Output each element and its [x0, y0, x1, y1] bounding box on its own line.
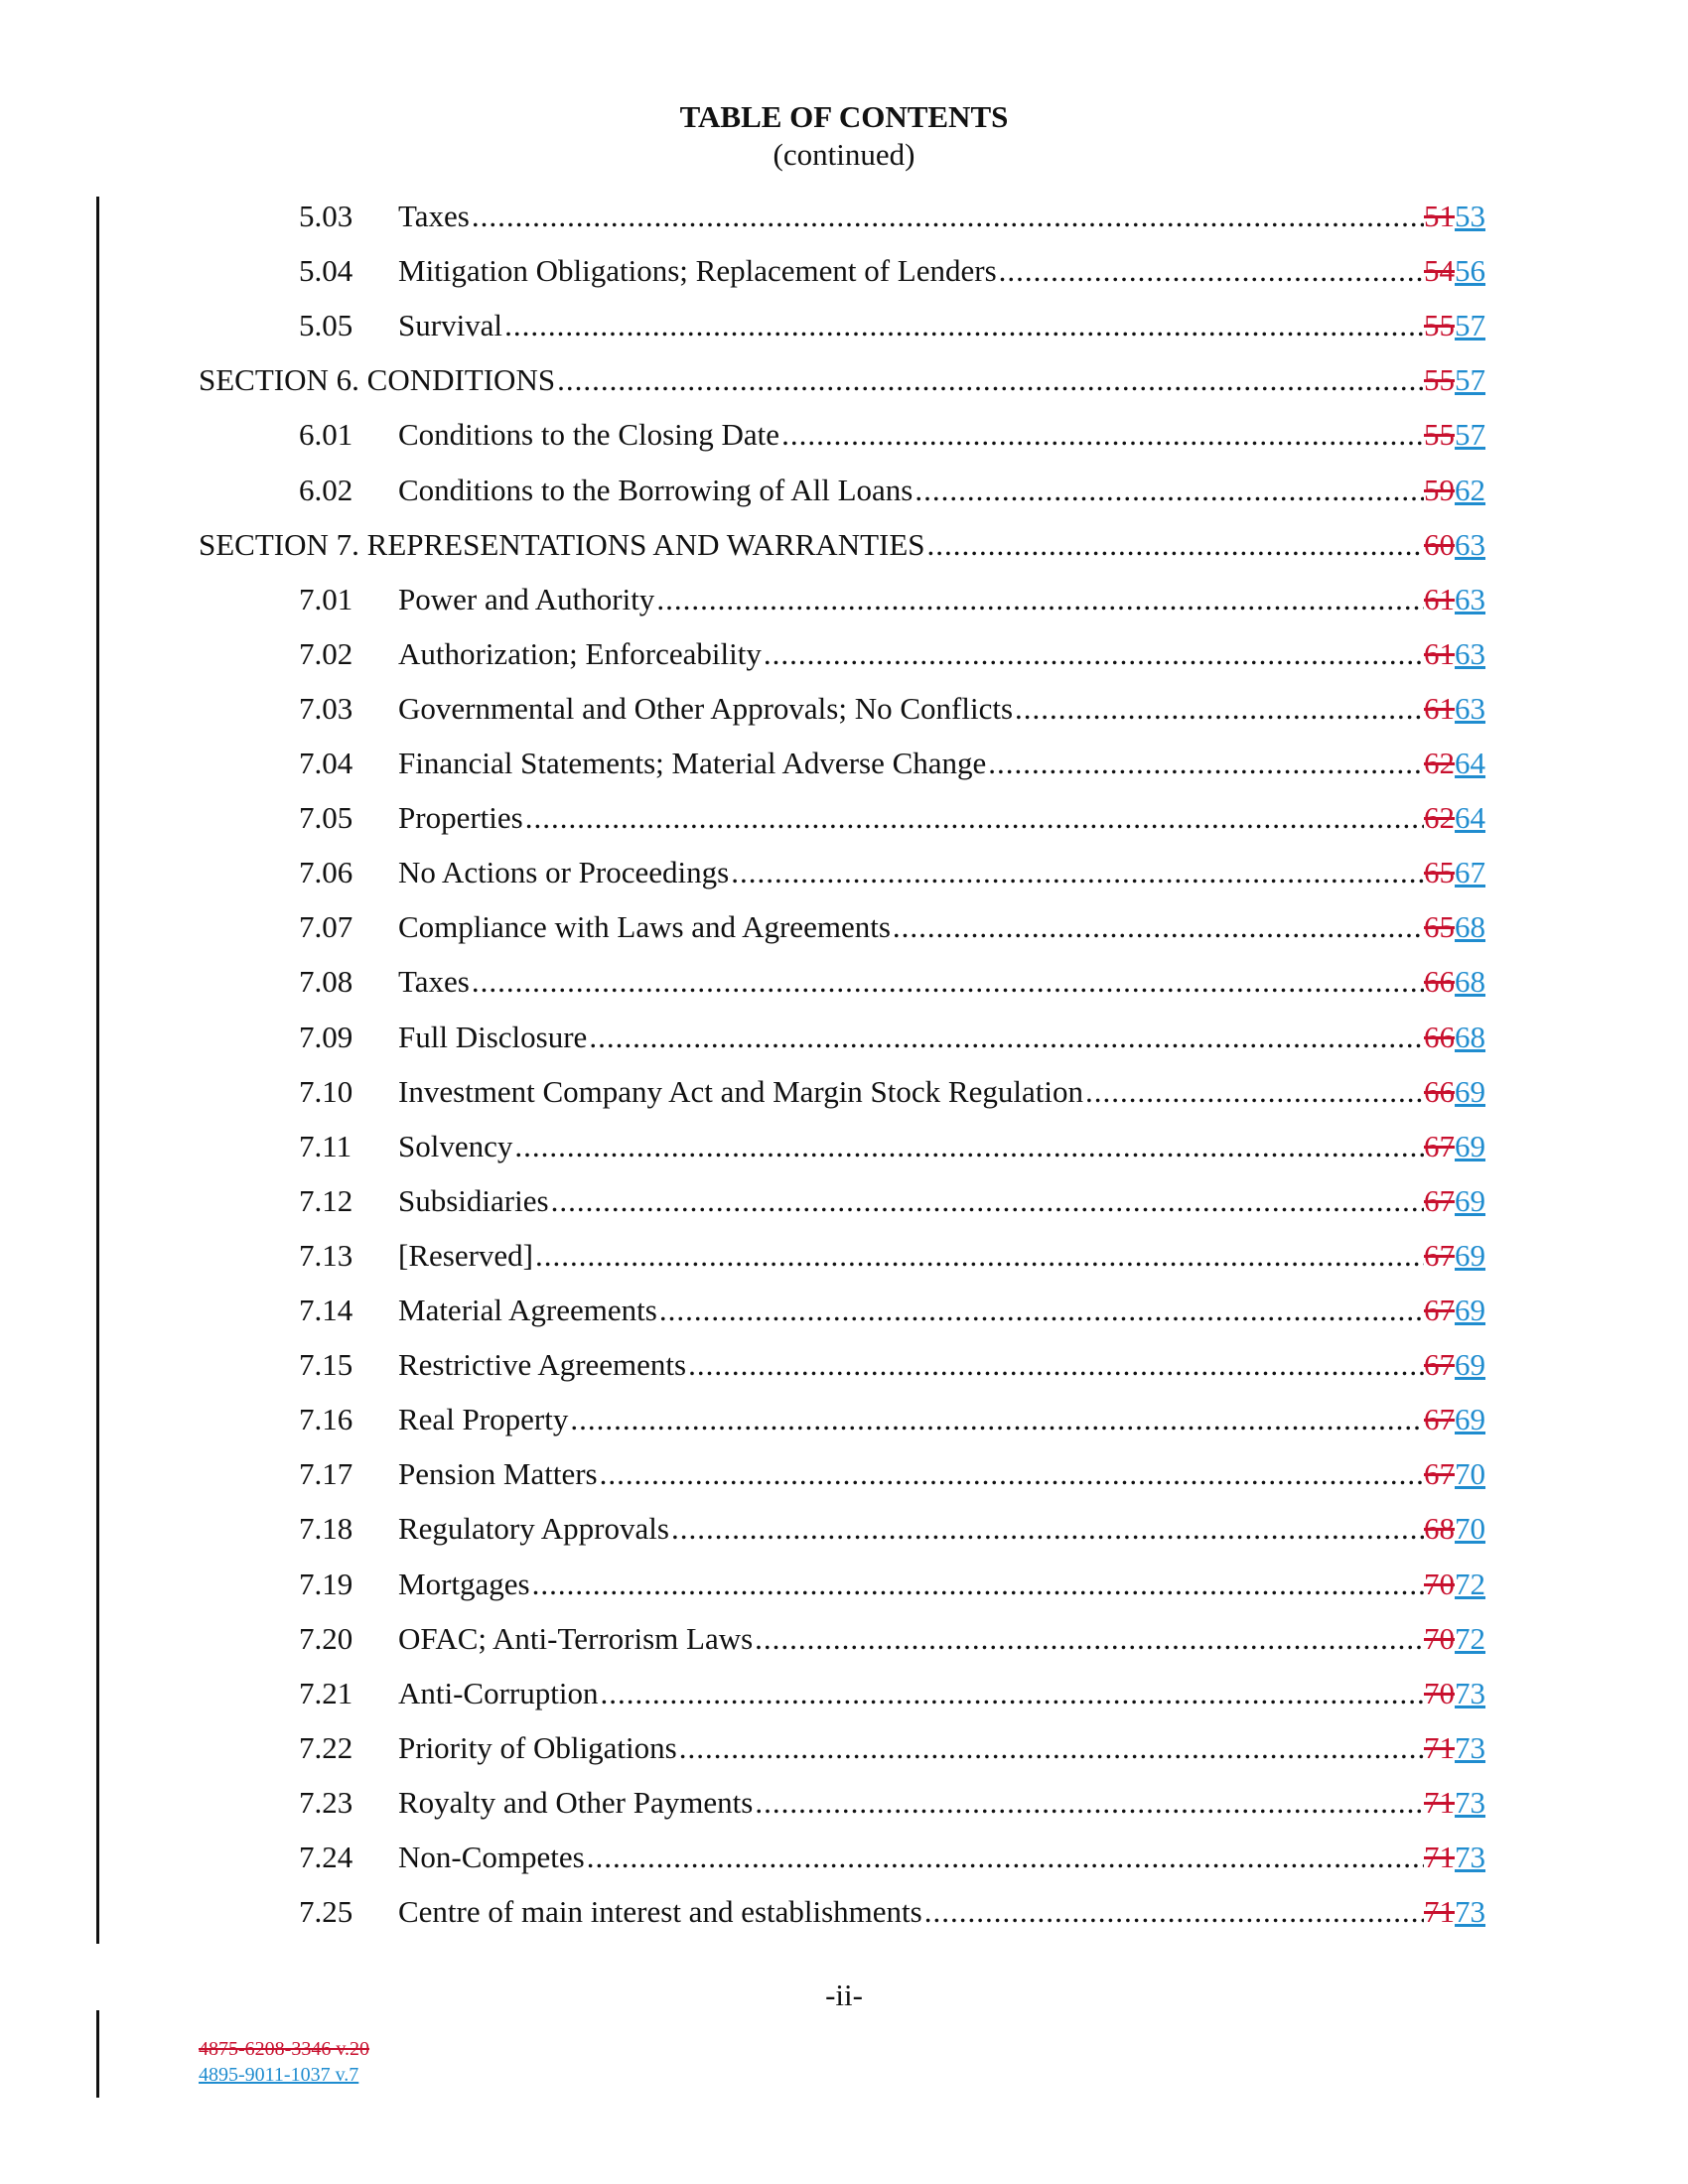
toc-entry-title: No Actions or Proceedings	[398, 855, 730, 890]
toc-page-ref	[1424, 1674, 1485, 1713]
dot-leader	[677, 1728, 1424, 1768]
toc-page-ref	[1424, 306, 1485, 345]
toc-entry-number: 7.12	[299, 1182, 353, 1218]
dot-leader	[753, 1619, 1424, 1659]
inserted-page-number[interactable]: 69	[1455, 1182, 1485, 1218]
toc-entry-number: 7.15	[299, 1347, 353, 1383]
toc-page-ref	[1424, 1181, 1485, 1221]
toc-entry[interactable]	[299, 634, 1485, 674]
toc-entry-number: 7.04	[299, 746, 353, 780]
dot-leader	[654, 580, 1424, 619]
toc-page-ref	[1424, 1892, 1485, 1932]
toc-page-ref	[1424, 1291, 1485, 1330]
dot-leader	[555, 360, 1424, 400]
inserted-page-number[interactable]: 73	[1455, 1729, 1485, 1765]
toc-page-ref	[1424, 471, 1485, 510]
toc-entry[interactable]	[299, 1565, 1485, 1604]
toc-entry-title: Mortgages	[398, 1566, 530, 1601]
dot-leader	[1083, 1072, 1424, 1112]
deleted-page-number: 55	[1424, 308, 1455, 343]
deleted-page-number: 67	[1424, 1456, 1455, 1492]
dot-leader	[470, 962, 1424, 1002]
toc-page-ref	[1424, 360, 1485, 400]
toc-entry[interactable]	[299, 853, 1485, 892]
toc-page-ref	[1424, 1018, 1485, 1057]
dot-leader	[729, 853, 1424, 892]
toc-entry-number: 6.02	[299, 472, 353, 507]
dot-leader	[686, 1345, 1424, 1385]
toc-page-ref	[1424, 580, 1485, 619]
toc-entry-number: 7.21	[299, 1675, 353, 1710]
toc-entry[interactable]	[299, 798, 1485, 838]
deleted-page-number: 67	[1424, 1402, 1455, 1437]
toc-page-ref	[1424, 907, 1485, 947]
deleted-page-number: 62	[1424, 800, 1455, 836]
deleted-page-number: 67	[1424, 1293, 1455, 1327]
toc-page-ref	[1424, 798, 1485, 838]
inserted-page-number[interactable]: 72	[1455, 1566, 1485, 1601]
toc-entry-number: 7.14	[299, 1293, 353, 1327]
inserted-page-number[interactable]: 69	[1455, 1402, 1485, 1437]
dot-leader	[913, 471, 1424, 510]
toc-entry-number: 7.01	[299, 581, 353, 616]
dot-leader	[533, 1236, 1424, 1276]
toc-entry-title: Restrictive Agreements	[398, 1347, 687, 1383]
inserted-page-number[interactable]: 69	[1455, 1073, 1485, 1109]
deleted-page-number: 70	[1424, 1675, 1455, 1710]
inserted-page-number[interactable]: 67	[1455, 855, 1485, 890]
dot-leader	[549, 1181, 1424, 1221]
toc-entry-title: Material Agreements	[398, 1293, 657, 1327]
inserted-page-number[interactable]: 73	[1455, 1894, 1485, 1930]
toc-entry-number: 5.03	[299, 199, 353, 233]
dot-leader	[753, 1783, 1424, 1823]
toc-entry[interactable]	[299, 1127, 1485, 1166]
toc-entry-title: Royalty and Other Payments	[398, 1784, 754, 1820]
toc-entry-title: Financial Statements; Material Adverse Change	[398, 746, 987, 780]
toc-page-ref	[1424, 251, 1485, 291]
dot-leader	[986, 744, 1424, 783]
dot-leader	[925, 525, 1424, 565]
dot-leader	[922, 1892, 1424, 1932]
toc-entry-title: Pension Matters	[398, 1456, 598, 1492]
toc-entry-number: 7.07	[299, 909, 353, 945]
toc-entry-number: 7.16	[299, 1402, 353, 1437]
toc-entry-number: 7.10	[299, 1073, 353, 1109]
toc-entry-number: 7.05	[299, 800, 353, 836]
toc-entry-title: Governmental and Other Approvals; No Conflicts	[398, 690, 1014, 726]
toc-entry-title: Priority of Obligations	[398, 1729, 677, 1765]
toc-entry[interactable]	[299, 1072, 1485, 1112]
toc-entry-title: Regulatory Approvals	[398, 1511, 669, 1547]
inserted-page-number[interactable]: 57	[1455, 417, 1485, 453]
toc-entry[interactable]	[299, 1783, 1485, 1823]
inserted-page-number[interactable]: 63	[1455, 526, 1485, 562]
toc-entry-number: 5.04	[299, 253, 353, 289]
deleted-page-number: 51	[1424, 199, 1455, 233]
deleted-page-number: 61	[1424, 635, 1455, 671]
deleted-page-number: 62	[1424, 746, 1455, 780]
toc-page-ref	[1424, 689, 1485, 729]
inserted-page-number[interactable]: 73	[1455, 1675, 1485, 1710]
dot-leader	[587, 1018, 1424, 1057]
inserted-page-number[interactable]: 68	[1455, 1019, 1485, 1054]
toc-entry-title: Taxes	[398, 199, 470, 233]
deleted-page-number: 68	[1424, 1511, 1455, 1547]
toc-entry[interactable]	[299, 1018, 1485, 1057]
toc-section-heading[interactable]	[199, 525, 1485, 565]
footer-change-bar	[96, 2010, 99, 2098]
toc-entry-title: SECTION 6. CONDITIONS	[199, 362, 556, 398]
toc-entry-number: 7.24	[299, 1840, 353, 1874]
toc-entry[interactable]	[299, 1236, 1485, 1276]
dot-leader	[598, 1454, 1424, 1494]
toc-entry[interactable]	[299, 1838, 1485, 1877]
inserted-page-number[interactable]: 53	[1455, 199, 1485, 233]
deleted-page-number: 66	[1424, 964, 1455, 1000]
toc-page-ref	[1424, 197, 1485, 236]
toc-entry[interactable]	[299, 1400, 1485, 1439]
toc-page-ref	[1424, 1728, 1485, 1768]
inserted-page-number[interactable]: 64	[1455, 800, 1485, 836]
dot-leader	[669, 1509, 1424, 1549]
toc-entry-number: 6.01	[299, 417, 353, 453]
toc-entry-number: 7.20	[299, 1620, 353, 1656]
toc-entry[interactable]	[299, 471, 1485, 510]
toc-entry-title: Subsidiaries	[398, 1182, 549, 1218]
dot-leader	[523, 798, 1424, 838]
toc-entry[interactable]	[299, 306, 1485, 345]
toc-entry-title: SECTION 7. REPRESENTATIONS AND WARRANTIES	[199, 526, 925, 562]
deleted-page-number: 55	[1424, 417, 1455, 453]
toc-entry[interactable]	[299, 1181, 1485, 1221]
inserted-page-number[interactable]: 70	[1455, 1511, 1485, 1547]
toc-page-ref	[1424, 1236, 1485, 1276]
toc-page-ref	[1424, 853, 1485, 892]
deleted-page-number: 71	[1424, 1894, 1455, 1930]
page-subtitle: (continued)	[773, 137, 915, 172]
page-title: TABLE OF CONTENTS	[679, 99, 1009, 134]
toc-entry[interactable]	[299, 251, 1485, 291]
toc-entry-title: Taxes	[398, 964, 470, 1000]
toc-page-ref	[1424, 1400, 1485, 1439]
toc-entry[interactable]	[299, 1291, 1485, 1330]
toc-entry-title: Real Property	[398, 1402, 569, 1437]
deleted-page-number: 65	[1424, 909, 1455, 945]
inserted-page-number[interactable]: 69	[1455, 1347, 1485, 1383]
toc-entry[interactable]	[299, 415, 1485, 455]
dot-leader	[530, 1565, 1424, 1604]
toc-entry-title: Centre of main interest and establishments	[398, 1894, 922, 1930]
toc-entry-title: Properties	[398, 800, 523, 836]
toc-entry-title: Conditions to the Closing Date	[398, 417, 780, 453]
toc-page-ref	[1424, 525, 1485, 565]
toc-entry-title: OFAC; Anti-Terrorism Laws	[398, 1620, 754, 1656]
toc-page-ref	[1424, 1072, 1485, 1112]
toc-page-ref	[1424, 1565, 1485, 1604]
inserted-page-number[interactable]: 69	[1455, 1237, 1485, 1273]
inserted-page-number[interactable]: 70	[1455, 1456, 1485, 1492]
toc-entry-title: Solvency	[398, 1128, 513, 1163]
dot-leader	[997, 251, 1424, 291]
dot-leader	[470, 197, 1424, 236]
toc-entry-title: Full Disclosure	[398, 1019, 588, 1054]
inserted-page-number[interactable]: 64	[1455, 746, 1485, 780]
deleted-page-number: 66	[1424, 1019, 1455, 1054]
toc-entry-number: 7.22	[299, 1729, 353, 1765]
toc-entry-title: Authorization; Enforceability	[398, 635, 762, 671]
deleted-page-number: 67	[1424, 1237, 1455, 1273]
inserted-page-number[interactable]: 73	[1455, 1840, 1485, 1874]
toc-entry[interactable]	[299, 907, 1485, 947]
toc-entry[interactable]	[299, 744, 1485, 783]
dot-leader	[502, 306, 1424, 345]
doc-id-inserted: 4895-9011-1037 v.7	[199, 2064, 359, 2086]
deleted-page-number: 67	[1424, 1182, 1455, 1218]
inserted-page-number[interactable]: 69	[1455, 1128, 1485, 1163]
toc-entry-title: Survival	[398, 308, 503, 343]
deleted-page-number: 61	[1424, 581, 1455, 616]
deleted-page-number: 67	[1424, 1128, 1455, 1163]
toc-page-ref	[1424, 1619, 1485, 1659]
toc-page-ref	[1424, 634, 1485, 674]
deleted-page-number: 60	[1424, 526, 1455, 562]
dot-leader	[891, 907, 1424, 947]
toc-entry[interactable]	[299, 1454, 1485, 1494]
inserted-page-number[interactable]: 57	[1455, 362, 1485, 398]
toc-entry-title: Investment Company Act and Margin Stock Regulation	[398, 1073, 1083, 1109]
dot-leader	[1013, 689, 1424, 729]
inserted-page-number[interactable]: 56	[1455, 253, 1485, 289]
toc-entry-number: 7.17	[299, 1456, 353, 1492]
toc-entry[interactable]	[299, 1892, 1485, 1932]
toc-entry[interactable]	[299, 962, 1485, 1002]
toc-page-ref	[1424, 1783, 1485, 1823]
toc-entry[interactable]	[299, 1619, 1485, 1659]
dot-leader	[762, 634, 1424, 674]
inserted-page-number[interactable]: 68	[1455, 909, 1485, 945]
toc-entry-title: [Reserved]	[398, 1237, 533, 1273]
toc-page-ref	[1424, 962, 1485, 1002]
toc-entry-number: 7.18	[299, 1511, 353, 1547]
inserted-page-number[interactable]: 57	[1455, 308, 1485, 343]
toc-entry[interactable]	[299, 580, 1485, 619]
deleted-page-number: 70	[1424, 1620, 1455, 1656]
toc-entry-number: 5.05	[299, 308, 353, 343]
toc-page-ref	[1424, 415, 1485, 455]
toc-entry-number: 7.11	[299, 1128, 352, 1163]
toc-page-ref	[1424, 1509, 1485, 1549]
toc-entry-number: 7.06	[299, 855, 353, 890]
toc-page-ref	[1424, 1345, 1485, 1385]
deleted-page-number: 70	[1424, 1566, 1455, 1601]
toc-entry-number: 7.03	[299, 690, 353, 726]
deleted-page-number: 54	[1424, 253, 1455, 289]
toc-entry-number: 7.19	[299, 1566, 353, 1601]
dot-leader	[657, 1291, 1424, 1330]
dot-leader	[599, 1674, 1425, 1713]
deleted-page-number: 61	[1424, 690, 1455, 726]
doc-id-deleted: 4875-6208-3346 v.20	[199, 2038, 370, 2060]
inserted-page-number[interactable]: 63	[1455, 690, 1485, 726]
dot-leader	[568, 1400, 1424, 1439]
deleted-page-number: 65	[1424, 855, 1455, 890]
toc-entry[interactable]	[299, 197, 1485, 236]
page-number: -ii-	[825, 1978, 863, 2012]
toc-entry-title: Mitigation Obligations; Replacement of Lenders	[398, 253, 997, 289]
inserted-page-number[interactable]: 69	[1455, 1293, 1485, 1327]
toc-entry-title: Compliance with Laws and Agreements	[398, 909, 891, 945]
toc-page-ref	[1424, 1454, 1485, 1494]
deleted-page-number: 59	[1424, 472, 1455, 507]
toc-entry[interactable]	[299, 1509, 1485, 1549]
dot-leader	[779, 415, 1424, 455]
toc-page-ref	[1424, 744, 1485, 783]
inserted-page-number[interactable]: 68	[1455, 964, 1485, 1000]
deleted-page-number: 71	[1424, 1784, 1455, 1820]
toc-entry-number: 7.08	[299, 964, 353, 1000]
toc-entry[interactable]	[299, 689, 1485, 729]
deleted-page-number: 67	[1424, 1347, 1455, 1383]
toc-entry-title: Conditions to the Borrowing of All Loans	[398, 472, 914, 507]
toc-entry-title: Power and Authority	[398, 581, 655, 616]
inserted-page-number[interactable]: 63	[1455, 581, 1485, 616]
change-bar	[96, 197, 99, 1944]
toc-entry[interactable]	[299, 1728, 1485, 1768]
toc-page-ref	[1424, 1838, 1485, 1877]
inserted-page-number[interactable]: 62	[1455, 472, 1485, 507]
toc-entry[interactable]	[299, 1674, 1485, 1713]
toc-entry-title: Non-Competes	[398, 1840, 585, 1874]
toc-entry-number: 7.13	[299, 1237, 353, 1273]
toc-entry-number: 7.25	[299, 1894, 353, 1930]
dot-leader	[585, 1838, 1424, 1877]
deleted-page-number: 66	[1424, 1073, 1455, 1109]
dot-leader	[512, 1127, 1424, 1166]
toc-entry-number: 7.09	[299, 1019, 353, 1054]
inserted-page-number[interactable]: 72	[1455, 1620, 1485, 1656]
toc-section-heading[interactable]	[199, 360, 1485, 400]
inserted-page-number[interactable]: 63	[1455, 635, 1485, 671]
toc-entry-number: 7.23	[299, 1784, 353, 1820]
toc-entry-number: 7.02	[299, 635, 353, 671]
deleted-page-number: 55	[1424, 362, 1455, 398]
deleted-page-number: 71	[1424, 1840, 1455, 1874]
inserted-page-number[interactable]: 73	[1455, 1784, 1485, 1820]
toc-entry-title: Anti-Corruption	[398, 1675, 599, 1710]
toc-entry[interactable]	[299, 1345, 1485, 1385]
deleted-page-number: 71	[1424, 1729, 1455, 1765]
toc-page-ref	[1424, 1127, 1485, 1166]
